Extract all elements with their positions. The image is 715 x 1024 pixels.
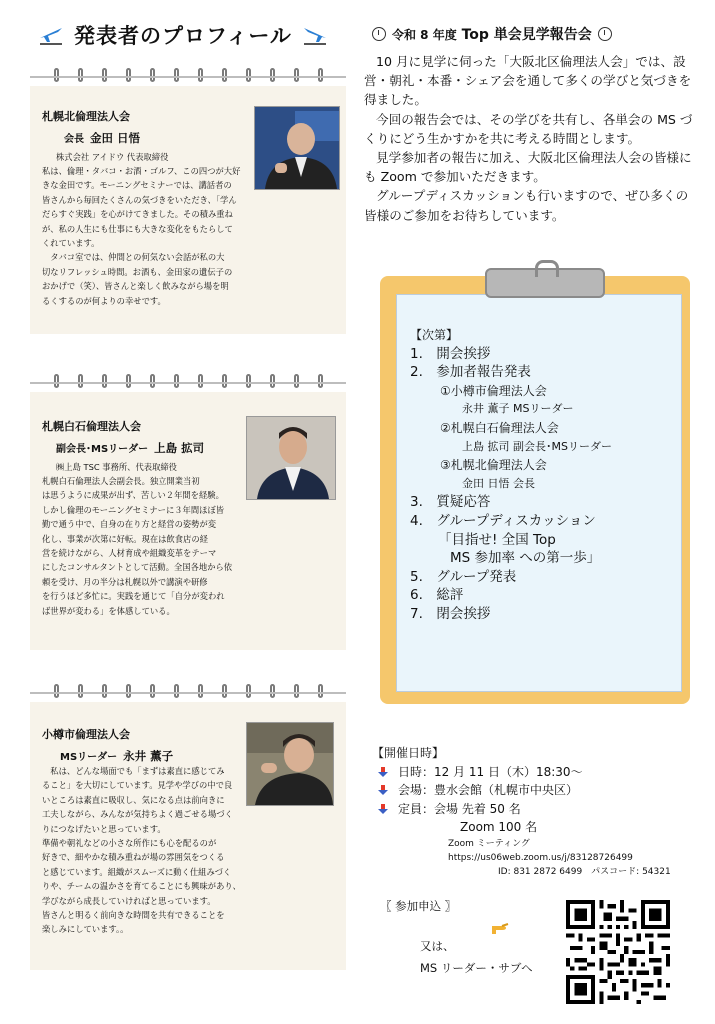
intro-paragraph: 今回の報告会では、その学びを共有し、各単会の MS づくりにどう生かすかを共に考える時間とします。: [364, 111, 693, 146]
event-info: [372, 744, 702, 879]
profile-role: MSリーダー: [60, 752, 118, 763]
agenda: [410, 326, 680, 624]
profile-card: [30, 86, 346, 334]
profile-name-line: [60, 748, 173, 764]
agenda-item: 6. 総評: [410, 587, 464, 604]
profile-org: 札幌白石倫理法人会: [42, 420, 141, 433]
agenda-item: 3. 質疑応答: [410, 494, 491, 511]
agenda-theme: 「目指せ! 全国 Top: [438, 531, 556, 548]
pointing-hand-icon: [490, 920, 510, 936]
profile-bio: 札幌白石倫理法人会副会長。独立開業当初 は思うように成果が出ず、苦しい２年間を経験。 しかし倫理のモーニングセミナーに３年間ほぼ皆 勤で通う中で、自身の在り方と経営の姿勢が変 化し、事業が次第に好転。現在は飲食店の経 営を続けながら、人材育成や組織変革をテーマ にしたコンサルタントとして活動。全国各地から依 頼を受け、月の半分は札幌以外で講演や研修 を行うほど多忙に。実践を通じて「自分が変われ ば世界が変わる」を体感している。: [42, 476, 233, 616]
profile-card: [30, 702, 346, 970]
intro-text: [364, 52, 694, 225]
event-year: 令和 8 年度: [392, 28, 457, 42]
event-title: Top 単会見学報告会: [461, 27, 592, 43]
profile-card: [30, 392, 346, 650]
agenda-presenter: 上島 拡司 副会長･MSリーダー: [462, 439, 612, 453]
intro-paragraph: 10 月に見学に伺った「大阪北区倫理法人会」では、設営・朝礼・本番・シェア会を通して多くの学びと気づきを得ました。: [364, 54, 692, 108]
arrow-bullet-icon: [378, 785, 388, 795]
intro-paragraph: グループディスカッションも行いますので、ぜひ多くの皆様のご参加をお待ちしています。: [364, 188, 689, 223]
profile-bio: 私は、倫理・タバコ・お酒・ゴルフ、この四つが大好 きな金田です。モーニングセミナーでは、講話者の 皆さんから毎回たくさんの気づきをいただき、「学ん だらすぐ実践」を心がけてきました。その積み重ね が、私の人生にも仕事にも大きな変化をもたらして くれています。 タバコ室では、仲間との何気ない会話が私の大 切なリフレッシュ時間。お酒も、金田家の遺伝子の おかげで（笑）、皆さんと楽しく飲みながら場を明 るくするのが何よりの幸せです。: [42, 166, 241, 306]
zoom-link[interactable]: https://us06web.zoom.us/j/83128726499: [448, 852, 633, 863]
event-zoom-capacity: Zoom 100 名: [460, 820, 538, 835]
agenda-item: 2. 参加者報告発表: [410, 364, 531, 381]
profile-org: 札幌北倫理法人会: [42, 110, 130, 123]
agenda-subitem: ②札幌白石倫理法人会: [440, 420, 559, 435]
event-date: 日時：12 月 11 日（木）18:30～: [398, 764, 583, 779]
profile-name: 永井 薫子: [123, 749, 174, 763]
event-heading: 【開催日時】: [372, 746, 445, 760]
agenda-presenter: 永井 薫子 MSリーダー: [462, 402, 574, 416]
profile-photo: [254, 106, 340, 190]
agenda-item: 4. グループディスカッション: [410, 512, 596, 529]
profile-photo: [246, 416, 336, 500]
profile-header: [38, 18, 328, 52]
apply-line: 又は、: [420, 939, 455, 953]
profile-role: 副会長･MSリーダー: [56, 444, 149, 455]
agenda-item: 1. 開会挨拶: [410, 345, 491, 362]
agenda-presenter: 金田 日悟 会長: [462, 476, 535, 490]
zoom-id: ID: 831 2872 6499 パスコード: 54321: [498, 866, 671, 877]
agenda-theme: MS 参加率 への第一歩」: [450, 550, 601, 567]
event-venue: 会場：豊水会館（札幌市中央区）: [398, 783, 579, 798]
agenda-subitem: ①小樽市倫理法人会: [440, 383, 547, 398]
profile-title: 発表者のプロフィール: [74, 24, 292, 48]
clock-icon: [598, 27, 612, 41]
clipboard-clip: [485, 268, 605, 298]
profile-photo: [246, 722, 334, 806]
profile-name-line: [56, 440, 204, 456]
agenda-item: 7. 閉会挨拶: [410, 605, 491, 622]
intro-paragraph: 見学参加者の報告に加え、大阪北区倫理法人会の皆様にも Zoom で参加いただきます。: [364, 150, 692, 185]
apply-line: MS リーダー・サブへ: [420, 961, 533, 975]
agenda-heading: 【次第】: [410, 328, 459, 342]
event-header: [372, 22, 692, 46]
arrow-bullet-icon: [378, 804, 388, 814]
profile-role: 会長: [64, 134, 84, 145]
agenda-subitem: ③札幌北倫理法人会: [440, 458, 547, 473]
clock-icon: [372, 27, 386, 41]
airplane-icon: [38, 24, 64, 46]
apply-heading: 〖 参加申込 〗: [380, 899, 457, 913]
qr-code[interactable]: [566, 900, 670, 1004]
airplane-icon: [302, 24, 328, 46]
profile-name: 金田 日悟: [90, 131, 141, 145]
profile-company: 株式会社 アイドウ 代表取締役: [56, 152, 169, 162]
profile-company: ㈱上島 TSC 事務所、代表取締役: [56, 462, 177, 472]
apply-text: [420, 935, 570, 979]
profile-bio: 私は、どんな場面でも「まずは素直に感じてみ ること」を大切にしています。見学や学びの中で良 いところは素直に吸収し、気になる点は前向きに 工夫しながら、みんなが気持ちよく過ごせる場づく りにつなげたいと思っています。 準備や朝礼などの小さな所作にも心を配るのが 好きで、細やかな積み重ねが場の雰囲気をつくる と感じています。組織がスムーズに動く仕組みづく りや、チームの温かさを育てることにも興味があり、 学びながら成長していければと思っています。 皆さんと明るく前向きな時間を共有できることを 楽しみにしています。。: [42, 766, 241, 935]
profile-name-line: [64, 130, 140, 146]
zoom-label: Zoom ミーティング: [448, 838, 530, 849]
event-capacity: 定員：会場 先着 50 名: [398, 801, 521, 816]
profile-name: 上島 拡司: [154, 441, 205, 455]
agenda-item: 5. グループ発表: [410, 568, 517, 585]
arrow-bullet-icon: [378, 767, 388, 777]
profile-org: 小樽市倫理法人会: [42, 728, 130, 741]
